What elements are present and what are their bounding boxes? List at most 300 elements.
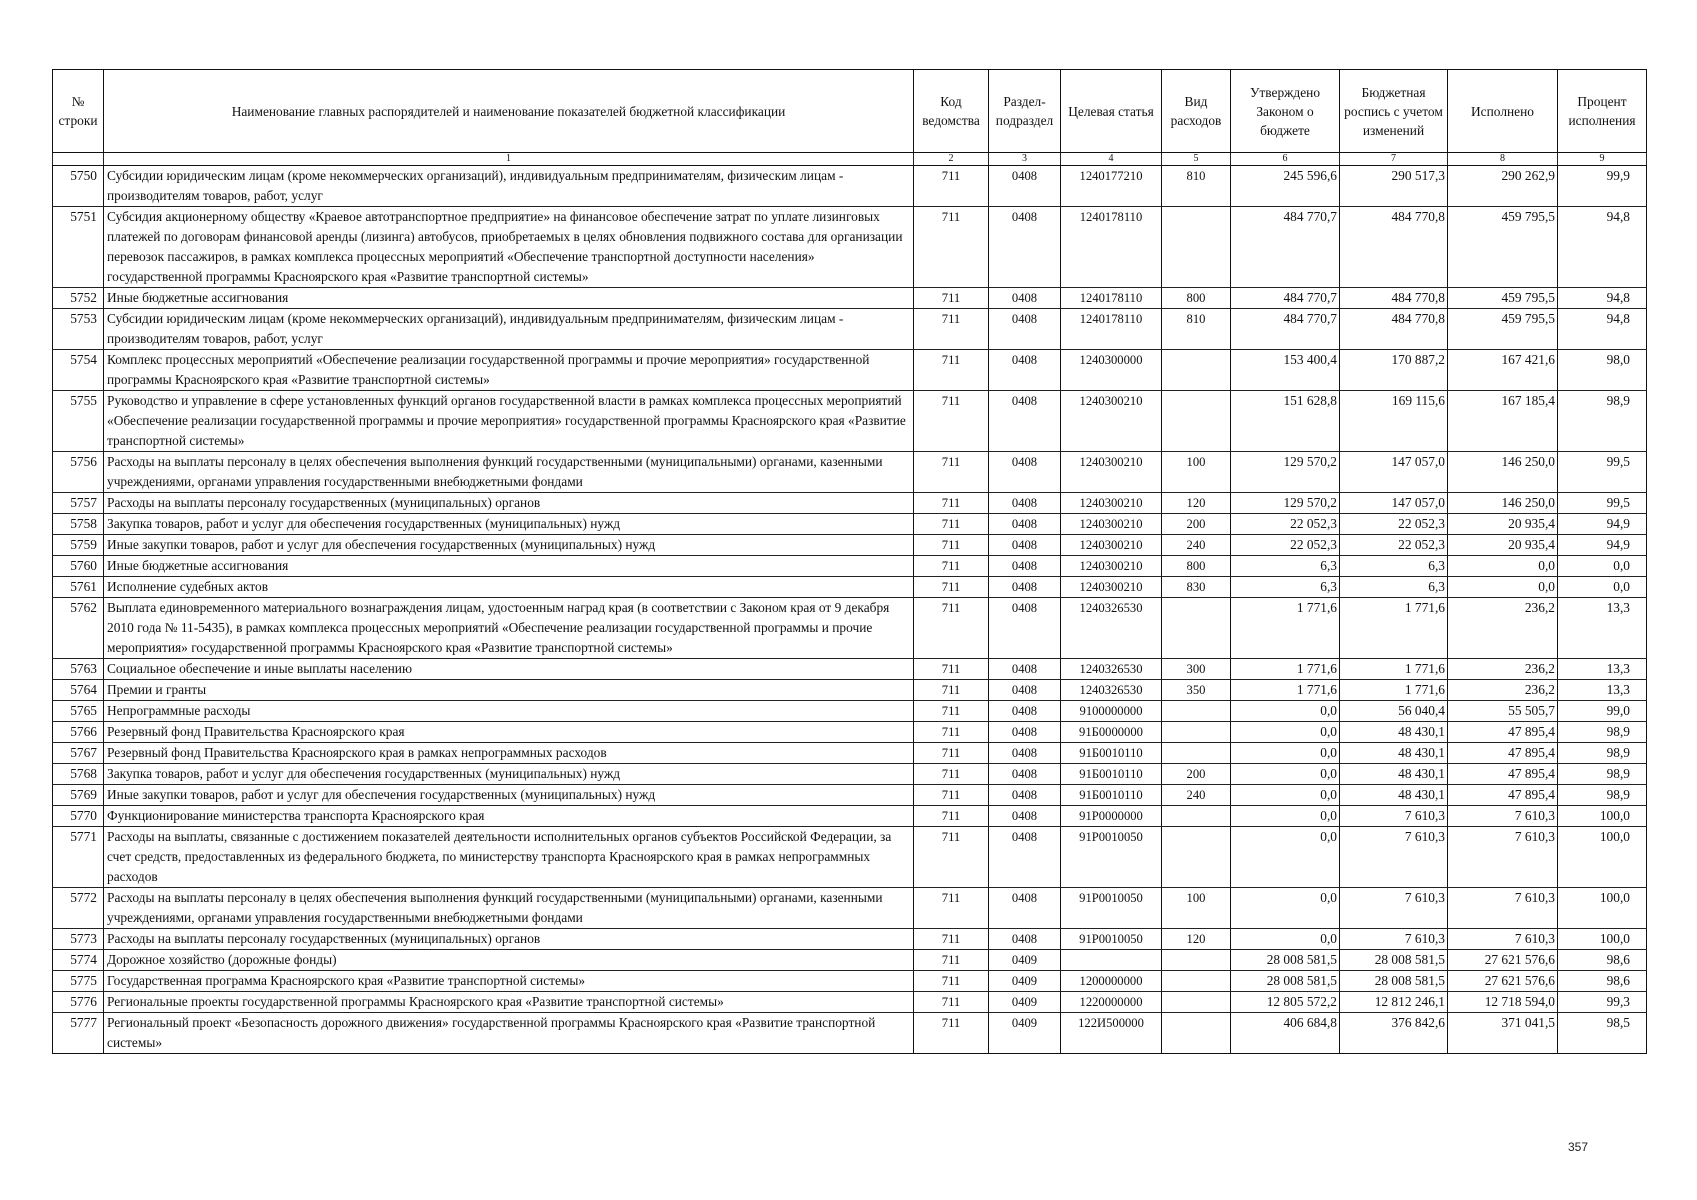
expense-type-cell <box>1162 950 1231 971</box>
table-row <box>53 785 1647 806</box>
name-cell: Государственная программа Красноярского края «Развитие транспортной системы» <box>104 971 914 992</box>
target-article-cell: 1240178110 <box>1061 309 1162 350</box>
target-article-cell: 1240300210 <box>1061 493 1162 514</box>
table-body <box>53 166 1647 1054</box>
row-number-cell: 5754 <box>53 350 104 391</box>
approved-cell: 0,0 <box>1231 888 1340 929</box>
section-cell: 0408 <box>989 577 1061 598</box>
name-cell: Расходы на выплаты персоналу государственных (муниципальных) органов <box>104 929 914 950</box>
target-article-cell: 1240326530 <box>1061 598 1162 659</box>
column-number: 4 <box>1061 153 1162 166</box>
name-cell: Региональный проект «Безопасность дорожного движения» государственной программы Красноярского края «Развитие транспортной системы» <box>104 1013 914 1054</box>
executed-cell: 20 935,4 <box>1448 535 1558 556</box>
percent-cell: 13,3 <box>1558 659 1647 680</box>
table-row <box>53 350 1647 391</box>
executed-cell: 7 610,3 <box>1448 827 1558 888</box>
target-article-cell: 1240300210 <box>1061 514 1162 535</box>
column-number: 6 <box>1231 153 1340 166</box>
budget-schedule-cell: 48 430,1 <box>1340 764 1448 785</box>
approved-cell: 12 805 572,2 <box>1231 992 1340 1013</box>
row-number-cell: 5750 <box>53 166 104 207</box>
column-number: 1 <box>104 153 914 166</box>
department-code-cell: 711 <box>914 659 989 680</box>
expense-type-cell <box>1162 598 1231 659</box>
target-article-cell: 1200000000 <box>1061 971 1162 992</box>
department-code-cell: 711 <box>914 785 989 806</box>
department-code-cell: 711 <box>914 452 989 493</box>
table-row <box>53 535 1647 556</box>
executed-cell: 7 610,3 <box>1448 806 1558 827</box>
budget-schedule-cell: 1 771,6 <box>1340 659 1448 680</box>
row-number-cell: 5751 <box>53 207 104 288</box>
executed-cell: 7 610,3 <box>1448 929 1558 950</box>
department-code-cell: 711 <box>914 806 989 827</box>
name-cell: Субсидия акционерному обществу «Краевое автотранспортное предприятие» на финансовое обеспечение затрат по уплате лизинговых платежей по договорам финансовой аренды (лизинга) автобусов, приобретаемых в целях обновления подвижного состава для организации перевозок пассажиров, в рамках комплекса процессных мероприятий «Обеспечение транспортной доступности населения» государственной программы Красноярского края «Развитие транспортной системы» <box>104 207 914 288</box>
percent-cell: 100,0 <box>1558 888 1647 929</box>
table-row <box>53 577 1647 598</box>
expense-type-cell <box>1162 992 1231 1013</box>
percent-cell: 98,0 <box>1558 350 1647 391</box>
name-cell: Исполнение судебных актов <box>104 577 914 598</box>
expense-type-cell: 800 <box>1162 288 1231 309</box>
name-cell: Расходы на выплаты персоналу государственных (муниципальных) органов <box>104 493 914 514</box>
row-number-cell: 5775 <box>53 971 104 992</box>
department-code-cell: 711 <box>914 764 989 785</box>
expense-type-cell <box>1162 971 1231 992</box>
budget-schedule-cell: 7 610,3 <box>1340 806 1448 827</box>
approved-cell: 0,0 <box>1231 806 1340 827</box>
department-code-cell: 711 <box>914 950 989 971</box>
percent-cell: 99,3 <box>1558 992 1647 1013</box>
approved-cell: 28 008 581,5 <box>1231 971 1340 992</box>
approved-cell: 484 770,7 <box>1231 309 1340 350</box>
section-cell: 0408 <box>989 785 1061 806</box>
expense-type-cell: 120 <box>1162 929 1231 950</box>
name-cell: Региональные проекты государственной программы Красноярского края «Развитие транспортной системы» <box>104 992 914 1013</box>
target-article-cell: 91Б0010110 <box>1061 764 1162 785</box>
budget-schedule-cell: 7 610,3 <box>1340 827 1448 888</box>
approved-cell: 0,0 <box>1231 827 1340 888</box>
executed-cell: 47 895,4 <box>1448 722 1558 743</box>
row-number-cell: 5766 <box>53 722 104 743</box>
name-cell: Дорожное хозяйство (дорожные фонды) <box>104 950 914 971</box>
department-code-cell: 711 <box>914 577 989 598</box>
department-code-cell: 711 <box>914 971 989 992</box>
department-code-cell: 711 <box>914 722 989 743</box>
executed-cell: 47 895,4 <box>1448 785 1558 806</box>
header-budget-schedule: Бюджетная роспись с учетом изменений <box>1340 70 1448 153</box>
percent-cell: 98,9 <box>1558 722 1647 743</box>
budget-schedule-cell: 7 610,3 <box>1340 888 1448 929</box>
expense-type-cell: 200 <box>1162 514 1231 535</box>
row-number-cell: 5765 <box>53 701 104 722</box>
budget-schedule-cell: 56 040,4 <box>1340 701 1448 722</box>
approved-cell: 129 570,2 <box>1231 493 1340 514</box>
department-code-cell: 711 <box>914 701 989 722</box>
approved-cell: 0,0 <box>1231 722 1340 743</box>
percent-cell: 98,9 <box>1558 785 1647 806</box>
section-cell: 0408 <box>989 827 1061 888</box>
target-article-cell: 91Б0010110 <box>1061 743 1162 764</box>
section-cell: 0408 <box>989 743 1061 764</box>
row-number-cell: 5759 <box>53 535 104 556</box>
percent-cell: 99,5 <box>1558 493 1647 514</box>
approved-cell: 484 770,7 <box>1231 288 1340 309</box>
budget-schedule-cell: 170 887,2 <box>1340 350 1448 391</box>
name-cell: Иные бюджетные ассигнования <box>104 556 914 577</box>
percent-cell: 99,0 <box>1558 701 1647 722</box>
budget-schedule-cell: 12 812 246,1 <box>1340 992 1448 1013</box>
percent-cell: 94,8 <box>1558 309 1647 350</box>
percent-cell: 94,9 <box>1558 514 1647 535</box>
executed-cell: 371 041,5 <box>1448 1013 1558 1054</box>
budget-schedule-cell: 28 008 581,5 <box>1340 950 1448 971</box>
expense-type-cell: 240 <box>1162 785 1231 806</box>
column-number: 2 <box>914 153 989 166</box>
budget-schedule-cell: 7 610,3 <box>1340 929 1448 950</box>
table-row <box>53 971 1647 992</box>
row-number-cell: 5763 <box>53 659 104 680</box>
budget-schedule-cell: 147 057,0 <box>1340 452 1448 493</box>
approved-cell: 28 008 581,5 <box>1231 950 1340 971</box>
table-row <box>53 888 1647 929</box>
department-code-cell: 711 <box>914 309 989 350</box>
percent-cell: 99,9 <box>1558 166 1647 207</box>
column-number: 9 <box>1558 153 1647 166</box>
approved-cell: 22 052,3 <box>1231 535 1340 556</box>
approved-cell: 0,0 <box>1231 701 1340 722</box>
name-cell: Субсидии юридическим лицам (кроме некоммерческих организаций), индивидуальным предпринимателям, физическим лицам - производителям товаров, работ, услуг <box>104 166 914 207</box>
section-cell: 0409 <box>989 1013 1061 1054</box>
approved-cell: 6,3 <box>1231 577 1340 598</box>
target-article-cell: 1240300210 <box>1061 556 1162 577</box>
expense-type-cell: 200 <box>1162 764 1231 785</box>
target-article-cell: 1240326530 <box>1061 680 1162 701</box>
department-code-cell: 711 <box>914 535 989 556</box>
table-row <box>53 309 1647 350</box>
executed-cell: 47 895,4 <box>1448 743 1558 764</box>
executed-cell: 167 185,4 <box>1448 391 1558 452</box>
percent-cell: 98,9 <box>1558 764 1647 785</box>
expense-type-cell <box>1162 743 1231 764</box>
target-article-cell: 1240300210 <box>1061 535 1162 556</box>
percent-cell: 13,3 <box>1558 598 1647 659</box>
column-number: 5 <box>1162 153 1231 166</box>
executed-cell: 20 935,4 <box>1448 514 1558 535</box>
executed-cell: 146 250,0 <box>1448 493 1558 514</box>
department-code-cell: 711 <box>914 556 989 577</box>
expense-type-cell <box>1162 1013 1231 1054</box>
section-cell: 0408 <box>989 391 1061 452</box>
percent-cell: 99,5 <box>1558 452 1647 493</box>
table-row <box>53 680 1647 701</box>
executed-cell: 146 250,0 <box>1448 452 1558 493</box>
table-row <box>53 207 1647 288</box>
section-cell: 0408 <box>989 701 1061 722</box>
budget-schedule-cell: 1 771,6 <box>1340 680 1448 701</box>
executed-cell: 236,2 <box>1448 659 1558 680</box>
name-cell: Иные бюджетные ассигнования <box>104 288 914 309</box>
expense-type-cell <box>1162 350 1231 391</box>
expense-type-cell: 100 <box>1162 888 1231 929</box>
budget-schedule-cell: 147 057,0 <box>1340 493 1448 514</box>
table-row <box>53 166 1647 207</box>
row-number-cell: 5770 <box>53 806 104 827</box>
percent-cell: 94,9 <box>1558 535 1647 556</box>
budget-schedule-cell: 484 770,8 <box>1340 207 1448 288</box>
department-code-cell: 711 <box>914 743 989 764</box>
budget-schedule-cell: 48 430,1 <box>1340 785 1448 806</box>
department-code-cell: 711 <box>914 992 989 1013</box>
expense-type-cell <box>1162 806 1231 827</box>
department-code-cell: 711 <box>914 680 989 701</box>
header-section: Раздел-подраздел <box>989 70 1061 153</box>
row-number-cell: 5755 <box>53 391 104 452</box>
table-row <box>53 701 1647 722</box>
budget-table <box>52 69 1647 1054</box>
budget-schedule-cell: 48 430,1 <box>1340 722 1448 743</box>
section-cell: 0409 <box>989 992 1061 1013</box>
table-row <box>53 764 1647 785</box>
header-department-code: Код ведомства <box>914 70 989 153</box>
row-number-cell: 5762 <box>53 598 104 659</box>
section-cell: 0409 <box>989 971 1061 992</box>
header-approved: Утверждено Законом о бюджете <box>1231 70 1340 153</box>
name-cell: Непрограммные расходы <box>104 701 914 722</box>
budget-schedule-cell: 169 115,6 <box>1340 391 1448 452</box>
expense-type-cell: 100 <box>1162 452 1231 493</box>
target-article-cell: 1240300000 <box>1061 350 1162 391</box>
table-row <box>53 514 1647 535</box>
table-row <box>53 722 1647 743</box>
executed-cell: 0,0 <box>1448 577 1558 598</box>
percent-cell: 94,8 <box>1558 288 1647 309</box>
expense-type-cell: 810 <box>1162 166 1231 207</box>
table-row <box>53 827 1647 888</box>
target-article-cell: 9100000000 <box>1061 701 1162 722</box>
section-cell: 0408 <box>989 166 1061 207</box>
executed-cell: 55 505,7 <box>1448 701 1558 722</box>
expense-type-cell <box>1162 827 1231 888</box>
department-code-cell: 711 <box>914 391 989 452</box>
percent-cell: 13,3 <box>1558 680 1647 701</box>
section-cell: 0408 <box>989 493 1061 514</box>
row-number-cell: 5767 <box>53 743 104 764</box>
name-cell: Резервный фонд Правительства Красноярского края <box>104 722 914 743</box>
executed-cell: 236,2 <box>1448 680 1558 701</box>
table-row <box>53 992 1647 1013</box>
section-cell: 0408 <box>989 309 1061 350</box>
name-cell: Закупка товаров, работ и услуг для обеспечения государственных (муниципальных) нужд <box>104 764 914 785</box>
approved-cell: 129 570,2 <box>1231 452 1340 493</box>
expense-type-cell: 800 <box>1162 556 1231 577</box>
section-cell: 0408 <box>989 806 1061 827</box>
row-number-cell: 5776 <box>53 992 104 1013</box>
approved-cell: 1 771,6 <box>1231 680 1340 701</box>
percent-cell: 98,6 <box>1558 971 1647 992</box>
column-number: 3 <box>989 153 1061 166</box>
row-number-cell: 5761 <box>53 577 104 598</box>
header-name: Наименование главных распорядителей и наименование показателей бюджетной классификации <box>104 70 914 153</box>
department-code-cell: 711 <box>914 350 989 391</box>
budget-schedule-cell: 28 008 581,5 <box>1340 971 1448 992</box>
header-percent: Процент исполнения <box>1558 70 1647 153</box>
section-cell: 0408 <box>989 350 1061 391</box>
percent-cell: 100,0 <box>1558 806 1647 827</box>
target-article-cell: 91Р0010050 <box>1061 888 1162 929</box>
section-cell: 0408 <box>989 888 1061 929</box>
table-header-row <box>53 70 1647 153</box>
section-cell: 0408 <box>989 452 1061 493</box>
name-cell: Расходы на выплаты персоналу в целях обеспечения выполнения функций государственными (муниципальными) органами, казенными учреждениями, органами управления государственными внебюджетными фондами <box>104 888 914 929</box>
budget-schedule-cell: 484 770,8 <box>1340 288 1448 309</box>
name-cell: Выплата единовременного материального вознаграждения лицам, удостоенным наград края (в соответствии с Законом края от 9 декабря 2010 года № 11-5435), в рамках комплекса процессных мероприятий «Обеспечение реализации государственной программы и прочие мероприятия» государственной программы Красноярского края «Развитие транспортной системы» <box>104 598 914 659</box>
section-cell: 0408 <box>989 722 1061 743</box>
approved-cell: 0,0 <box>1231 785 1340 806</box>
name-cell: Субсидии юридическим лицам (кроме некоммерческих организаций), индивидуальным предпринимателям, физическим лицам - производителям товаров, работ, услуг <box>104 309 914 350</box>
target-article-cell: 91Б0010110 <box>1061 785 1162 806</box>
executed-cell: 236,2 <box>1448 598 1558 659</box>
name-cell: Функционирование министерства транспорта Красноярского края <box>104 806 914 827</box>
executed-cell: 7 610,3 <box>1448 888 1558 929</box>
table-row <box>53 929 1647 950</box>
row-number-cell: 5769 <box>53 785 104 806</box>
table-row <box>53 743 1647 764</box>
name-cell: Расходы на выплаты персоналу в целях обеспечения выполнения функций государственными (муниципальными) органами, казенными учреждениями, органами управления государственными внебюджетными фондами <box>104 452 914 493</box>
percent-cell: 98,9 <box>1558 743 1647 764</box>
name-cell: Иные закупки товаров, работ и услуг для обеспечения государственных (муниципальных) нужд <box>104 535 914 556</box>
section-cell: 0408 <box>989 598 1061 659</box>
executed-cell: 12 718 594,0 <box>1448 992 1558 1013</box>
budget-schedule-cell: 484 770,8 <box>1340 309 1448 350</box>
header-row-number: № строки <box>53 70 104 153</box>
percent-cell: 98,5 <box>1558 1013 1647 1054</box>
approved-cell: 406 684,8 <box>1231 1013 1340 1054</box>
target-article-cell: 1240326530 <box>1061 659 1162 680</box>
target-article-cell: 1240178110 <box>1061 288 1162 309</box>
name-cell: Руководство и управление в сфере установленных функций органов государственной власти в рамках комплекса процессных мероприятий «Обеспечение реализации государственной программы и прочие мероприятия» государственной программы Красноярского края «Развитие транспортной системы» <box>104 391 914 452</box>
table-row <box>53 598 1647 659</box>
approved-cell: 0,0 <box>1231 929 1340 950</box>
expense-type-cell: 810 <box>1162 309 1231 350</box>
percent-cell: 0,0 <box>1558 577 1647 598</box>
row-number-cell: 5760 <box>53 556 104 577</box>
table-row <box>53 950 1647 971</box>
table-row <box>53 452 1647 493</box>
name-cell: Расходы на выплаты, связанные с достижением показателей деятельности исполнительных органов субъектов Российской Федерации, за счет средств, предоставленных из федерального бюджета, по министерству транспорта Красноярского края в рамках непрограммных расходов <box>104 827 914 888</box>
row-number-cell: 5753 <box>53 309 104 350</box>
budget-schedule-cell: 290 517,3 <box>1340 166 1448 207</box>
row-number-cell: 5768 <box>53 764 104 785</box>
percent-cell: 94,8 <box>1558 207 1647 288</box>
approved-cell: 6,3 <box>1231 556 1340 577</box>
department-code-cell: 711 <box>914 166 989 207</box>
executed-cell: 290 262,9 <box>1448 166 1558 207</box>
table-row <box>53 806 1647 827</box>
target-article-cell: 91Р0000000 <box>1061 806 1162 827</box>
section-cell: 0408 <box>989 535 1061 556</box>
department-code-cell: 711 <box>914 493 989 514</box>
executed-cell: 0,0 <box>1448 556 1558 577</box>
department-code-cell: 711 <box>914 888 989 929</box>
row-number-cell: 5774 <box>53 950 104 971</box>
header-expense-type: Вид расходов <box>1162 70 1231 153</box>
row-number-cell: 5758 <box>53 514 104 535</box>
percent-cell: 100,0 <box>1558 929 1647 950</box>
header-executed: Исполнено <box>1448 70 1558 153</box>
row-number-cell: 5764 <box>53 680 104 701</box>
name-cell: Иные закупки товаров, работ и услуг для обеспечения государственных (муниципальных) нужд <box>104 785 914 806</box>
approved-cell: 245 596,6 <box>1231 166 1340 207</box>
approved-cell: 1 771,6 <box>1231 598 1340 659</box>
table-row <box>53 659 1647 680</box>
approved-cell: 153 400,4 <box>1231 350 1340 391</box>
expense-type-cell <box>1162 391 1231 452</box>
expense-type-cell: 300 <box>1162 659 1231 680</box>
department-code-cell: 711 <box>914 1013 989 1054</box>
target-article-cell: 1240177210 <box>1061 166 1162 207</box>
section-cell: 0408 <box>989 514 1061 535</box>
column-number-row <box>53 153 1647 166</box>
target-article-cell: 1240300210 <box>1061 391 1162 452</box>
executed-cell: 167 421,6 <box>1448 350 1558 391</box>
expense-type-cell <box>1162 207 1231 288</box>
target-article-cell: 1240178110 <box>1061 207 1162 288</box>
executed-cell: 459 795,5 <box>1448 309 1558 350</box>
approved-cell: 22 052,3 <box>1231 514 1340 535</box>
budget-schedule-cell: 376 842,6 <box>1340 1013 1448 1054</box>
section-cell: 0408 <box>989 207 1061 288</box>
department-code-cell: 711 <box>914 598 989 659</box>
approved-cell: 1 771,6 <box>1231 659 1340 680</box>
target-article-cell <box>1061 950 1162 971</box>
executed-cell: 459 795,5 <box>1448 288 1558 309</box>
expense-type-cell: 830 <box>1162 577 1231 598</box>
executed-cell: 459 795,5 <box>1448 207 1558 288</box>
budget-schedule-cell: 6,3 <box>1340 577 1448 598</box>
header-target-article: Целевая статья <box>1061 70 1162 153</box>
expense-type-cell: 240 <box>1162 535 1231 556</box>
budget-schedule-cell: 1 771,6 <box>1340 598 1448 659</box>
percent-cell: 98,6 <box>1558 950 1647 971</box>
budget-schedule-cell: 22 052,3 <box>1340 535 1448 556</box>
table-row <box>53 556 1647 577</box>
approved-cell: 0,0 <box>1231 743 1340 764</box>
section-cell: 0408 <box>989 659 1061 680</box>
budget-schedule-cell: 6,3 <box>1340 556 1448 577</box>
row-number-cell: 5777 <box>53 1013 104 1054</box>
row-number-cell: 5752 <box>53 288 104 309</box>
page-number: 357 <box>1568 1140 1589 1154</box>
section-cell: 0408 <box>989 680 1061 701</box>
department-code-cell: 711 <box>914 207 989 288</box>
name-cell: Премии и гранты <box>104 680 914 701</box>
expense-type-cell <box>1162 701 1231 722</box>
department-code-cell: 711 <box>914 514 989 535</box>
percent-cell: 0,0 <box>1558 556 1647 577</box>
approved-cell: 151 628,8 <box>1231 391 1340 452</box>
executed-cell: 27 621 576,6 <box>1448 950 1558 971</box>
section-cell: 0408 <box>989 764 1061 785</box>
section-cell: 0408 <box>989 556 1061 577</box>
department-code-cell: 711 <box>914 827 989 888</box>
target-article-cell: 1220000000 <box>1061 992 1162 1013</box>
budget-schedule-cell: 48 430,1 <box>1340 743 1448 764</box>
name-cell: Закупка товаров, работ и услуг для обеспечения государственных (муниципальных) нужд <box>104 514 914 535</box>
table-row <box>53 493 1647 514</box>
table-row <box>53 1013 1647 1054</box>
executed-cell: 27 621 576,6 <box>1448 971 1558 992</box>
